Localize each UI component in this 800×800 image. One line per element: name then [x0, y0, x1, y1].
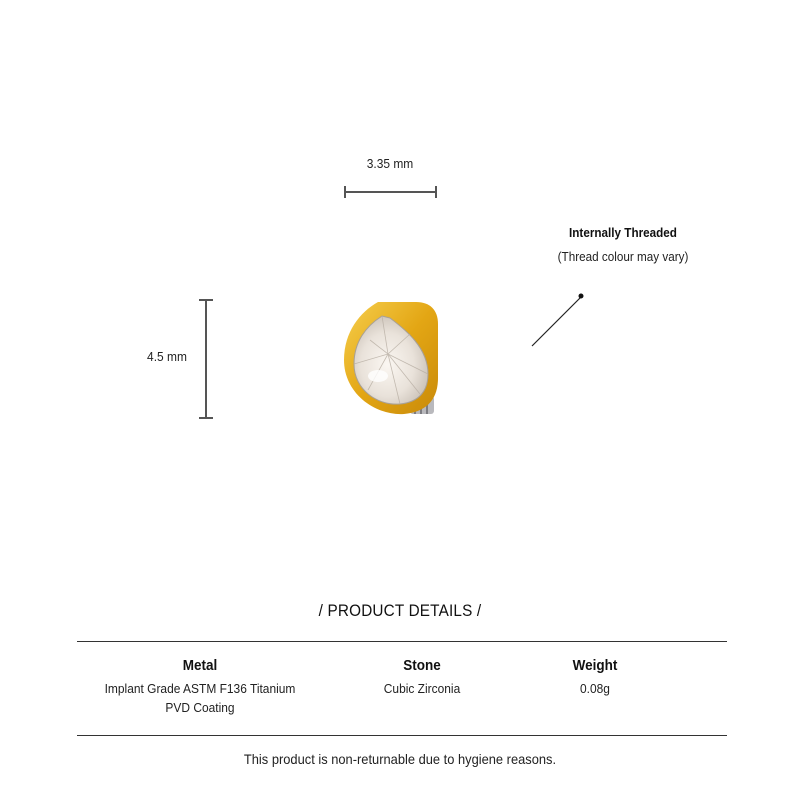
stone-column	[342, 656, 502, 698]
weight-value: 0.08g	[580, 681, 610, 696]
weight-header: Weight	[572, 657, 618, 674]
stone-header: Stone	[403, 657, 441, 674]
metal-column	[80, 656, 320, 717]
annotation-pointer-line	[526, 290, 588, 352]
weight-column	[535, 656, 655, 698]
thread-colour-note: (Thread colour may vary)	[557, 249, 689, 264]
product-image	[330, 290, 450, 430]
details-divider-top	[77, 641, 727, 642]
metal-value-line: PVD Coating	[165, 700, 235, 715]
width-dimension-line	[340, 184, 440, 200]
non-returnable-notice: This product is non-returnable due to hygiene reasons.	[243, 751, 557, 767]
metal-header: Metal	[182, 657, 218, 674]
height-dimension-label: 4.5 mm	[147, 349, 187, 364]
stone-value: Cubic Zirconia	[383, 681, 461, 696]
metal-value-line: Implant Grade ASTM F136 Titanium	[104, 681, 296, 696]
width-dimension-label: 3.35 mm	[366, 156, 414, 171]
metal-value	[90, 679, 311, 717]
height-dimension-line	[196, 296, 216, 422]
internally-threaded-label: Internally Threaded	[569, 225, 677, 240]
details-divider-bottom	[77, 735, 727, 736]
product-details-heading: / PRODUCT DETAILS /	[318, 601, 482, 620]
